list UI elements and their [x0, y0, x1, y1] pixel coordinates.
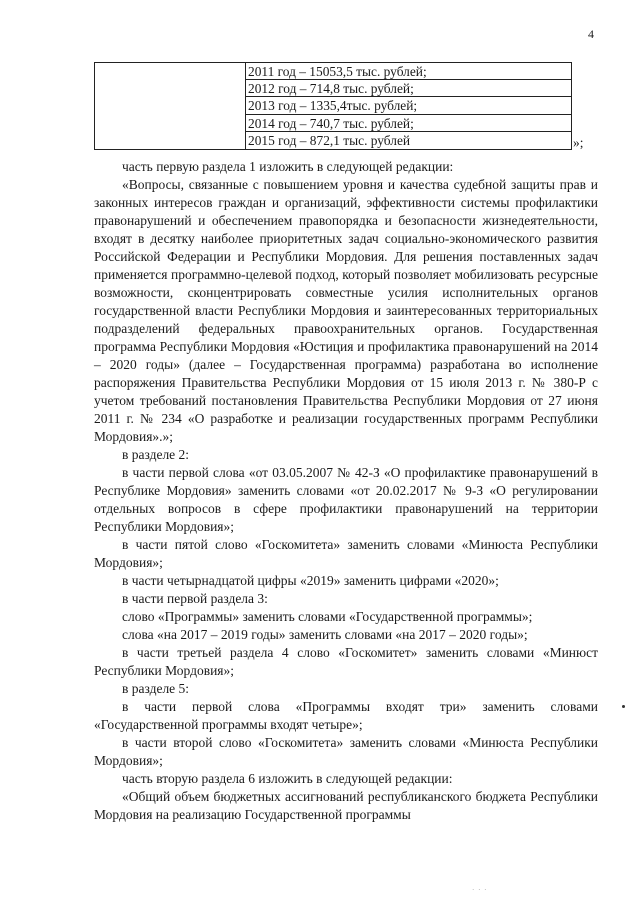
scan-watermark: · · · — [472, 886, 488, 894]
paragraph-section1-intro: часть первую раздела 1 изложить в следующей редакции: — [122, 159, 454, 174]
budget-table — [94, 62, 572, 150]
table-closing-quote: »; — [573, 135, 584, 150]
paragraph-section2-intro: в разделе 2: — [122, 447, 190, 462]
paragraph-section3-years: слова «на 2017 – 2019 годы» заменить словами «на 2017 – 2020 годы»; — [122, 627, 528, 642]
budget-row-2014: 2014 год – 740,7 тыс. рублей; — [246, 115, 571, 132]
paragraph-section5-part2: в части второй слово «Госкомитета» заменить словами «Минюста Республики Мордовия»; — [94, 735, 598, 768]
paragraph-section3-intro: в части первой раздела 3: — [122, 591, 268, 606]
paragraph-section2-part1: в части первой слова «от 03.05.2007 № 42-З «О профилактике правонарушений в Республике Мордовия» заменить словами «от 20.02.2017 № 9-З «О регулировании отдельных вопросов в сфере профилактики правонарушений на территории Республики Мордовия»; — [94, 465, 598, 534]
budget-row-2012: 2012 год – 714,8 тыс. рублей; — [246, 80, 571, 97]
budget-row-2015: 2015 год – 872,1 тыс. рублей — [248, 132, 411, 148]
paragraph-section4: в части третьей раздела 4 слово «Госкомитет» заменить словами «Минюст Республики Мордовия»; — [94, 645, 598, 678]
paragraph-section5-part1: в части первой слова «Программы входят три» заменить словами «Государственной программы входят четыре»; — [94, 699, 598, 732]
paragraph-section3-word: слово «Программы» заменить словами «Государственной программы»; — [122, 609, 533, 624]
paragraph-section2-part14: в части четырнадцатой цифры «2019» заменить цифрами «2020»; — [122, 573, 499, 588]
scan-speck — [622, 705, 625, 708]
page-number: 4 — [588, 27, 594, 41]
paragraph-section2-part5: в части пятой слово «Госкомитета» заменить словами «Минюста Республики Мордовия»; — [94, 537, 598, 570]
budget-amounts-column — [246, 63, 571, 149]
paragraph-section5-intro: в разделе 5: — [122, 681, 190, 696]
paragraph-section1-text: «Вопросы, связанные с повышением уровня и качества судебной защиты прав и законных интересов граждан и организаций, эффективности системы профилактики правонарушений и обеспечением правопорядка и безопасности жизнедеятельности, входят в десятку наиболее приоритетных задач социально-экономического развития Российской Федерации и Республики Мордовия. Для решения поставленных задач применяется программно-целевой подход, который позволяет мобилизовать ресурсные возможности, сконцентрировать совместные усилия исполнительных органов государственной власти Республики Мордовия и заинтересованных территориальных подразделений федеральных правоохранительных органов. Государственная программа Республики Мордовия «Юстиция и профилактика правонарушений на 2014 – 2020 годы» (далее – Государственная программа) разработана во исполнение распоряжения Правительства Республики Мордовия от 15 июля 2013 г. № 380-Р с учетом требований постановления Правительства Республики Мордовия от 27 июня 2011 г. № 234 «О разработке и реализации государственных программ Республики Мордовия».»; — [94, 177, 598, 444]
paragraph-section6-intro: часть вторую раздела 6 изложить в следующей редакции: — [122, 771, 453, 786]
paragraph-section6-text: «Общий объем бюджетных ассигнований республиканского бюджета Республики Мордовия на реализацию Государственной программы — [94, 789, 598, 822]
budget-row-2013: 2013 год – 1335,4тыс. рублей; — [246, 97, 571, 114]
budget-row-2011: 2011 год – 15053,5 тыс. рублей; — [246, 63, 571, 80]
document-body — [94, 158, 598, 824]
